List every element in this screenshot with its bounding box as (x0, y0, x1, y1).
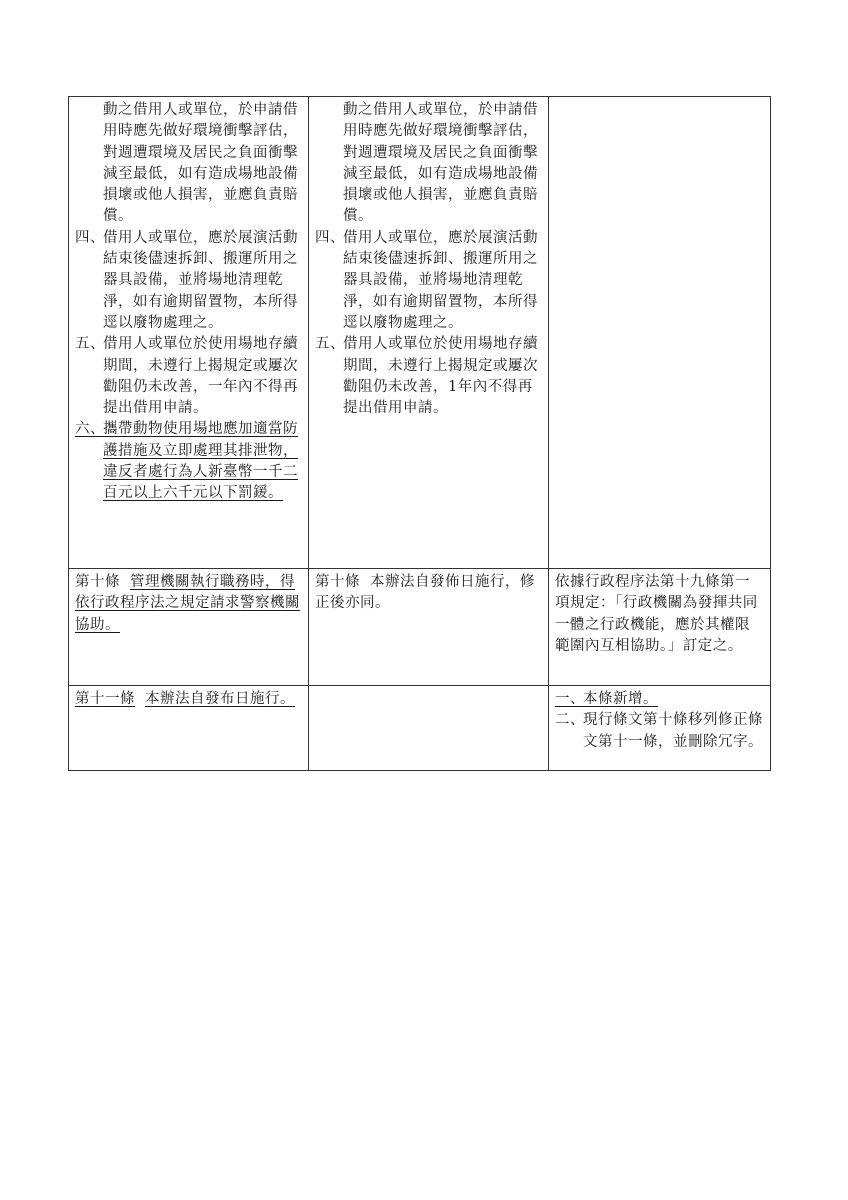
current-provision-cell (309, 569, 549, 686)
list-item: 五、 借用人或單位於使用場地存續期間，未遵行上揭規定或屢次勸阻仍未改善，一年內不得再提出借用申請。 (75, 336, 298, 417)
article-text: 本辦法自發布日施行。 (145, 691, 295, 707)
list-item: 六、 攜帶動物使用場地應加適當防護措施及立即處理其排泄物，違反者處行為人新臺幣一千二百元以上六千元以下罰鍰。 (75, 421, 298, 502)
current-provision-cell (309, 97, 549, 569)
list-item: 二、 現行條文第十條移列修正條文第十一條，並刪除冗字。 (555, 712, 763, 750)
continued-paragraph: 動之借用人或單位，於申請借用時應先做好環境衝擊評估，對週遭環境及居民之負面衝擊減至最低，如有造成場地設備損壞或他人損害，並應負責賠償。 (103, 102, 298, 225)
table-row (69, 97, 771, 569)
new-provision-cell (69, 97, 309, 569)
comparison-table (68, 96, 771, 771)
article-heading: 第十條 (75, 574, 120, 590)
table-row (69, 686, 771, 771)
note-cell (549, 97, 771, 569)
article-text: 管理機關執行職務時，得依行政程序法之規定請求警察機關協助。 (75, 574, 300, 633)
note-cell: 依據行政程序法第十九條第一項規定：「行政機關為發揮共同一體之行政機能，應於其權限範圍內互相協助。」訂定之。 (549, 569, 771, 686)
current-provision-cell (309, 686, 549, 771)
new-provision-cell (69, 686, 309, 771)
article-heading: 第十條 (315, 574, 360, 590)
list-item: 一、 本條新增。 (555, 691, 658, 707)
list-item: 五、 借用人或單位於使用場地存續期間，未遵行上揭規定或屢次勸阻仍未改善，1年內不得再提出借用申請。 (315, 336, 538, 417)
list-item: 四、 借用人或單位，應於展演活動結束後儘速拆卸、搬運所用之器具設備，並將場地清理乾淨，如有逾期留置物，本所得逕以廢物處理之。 (315, 229, 538, 331)
article-heading: 第十一條 (75, 691, 135, 707)
continued-paragraph: 動之借用人或單位，於申請借用時應先做好環境衝擊評估，對週遭環境及居民之負面衝擊減至最低，如有造成場地設備損壞或他人損害，並應負責賠償。 (343, 102, 538, 225)
list-item: 四、 借用人或單位，應於展演活動結束後儘速拆卸、搬運所用之器具設備，並將場地清理乾淨，如有逾期留置物，本所得逕以廢物處理之。 (75, 229, 298, 331)
table-row (69, 569, 771, 686)
note-cell (549, 686, 771, 771)
new-provision-cell (69, 569, 309, 686)
article-text: 本辦法自發佈日施行，修正後亦同。 (315, 574, 535, 612)
